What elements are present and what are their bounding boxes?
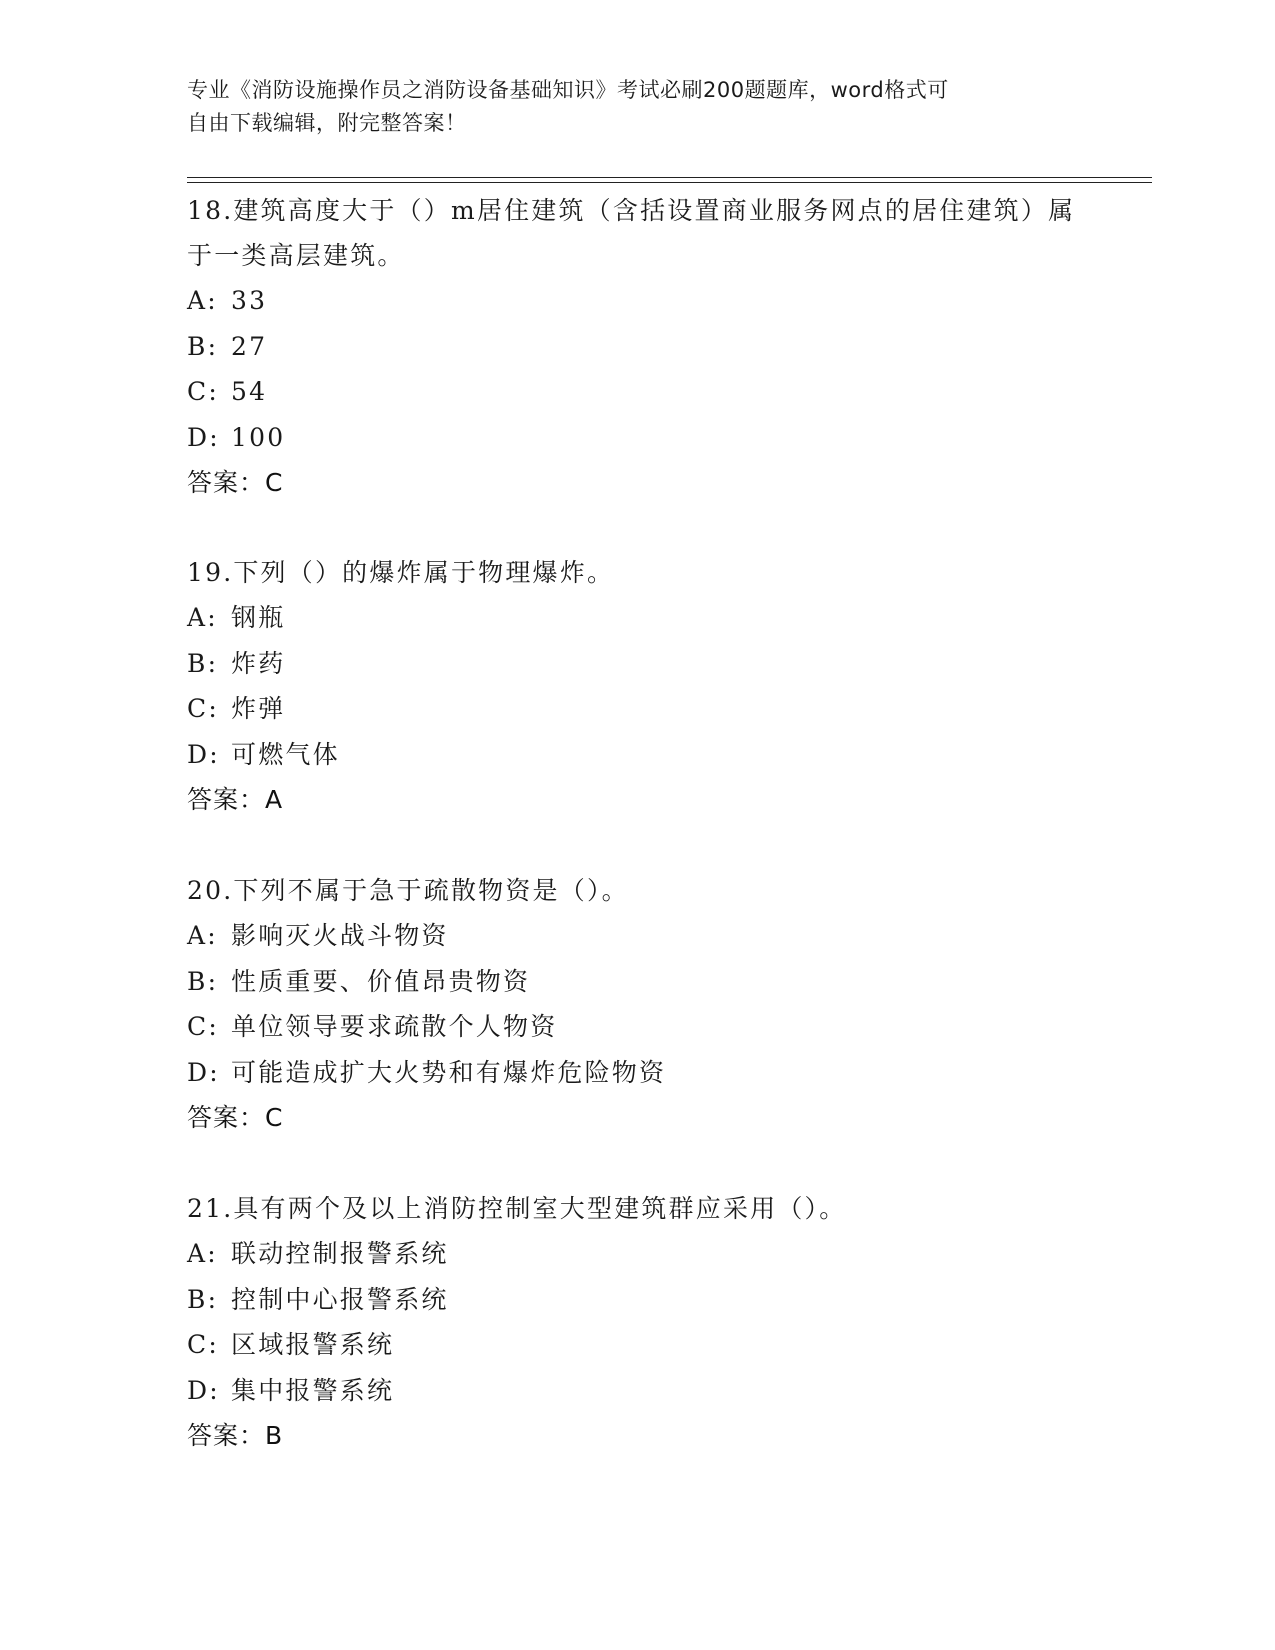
- option-letter: A:: [187, 921, 218, 950]
- option-d: [187, 1050, 1077, 1096]
- option-a: [187, 595, 1077, 641]
- option-text: 钢瓶: [231, 603, 286, 632]
- option-letter: C:: [187, 377, 219, 406]
- question-21: [187, 1186, 1077, 1458]
- option-letter: A:: [187, 603, 218, 632]
- option-c: [187, 1322, 1077, 1368]
- question-text: 21.具有两个及以上消防控制室大型建筑群应采用（）。: [187, 1194, 847, 1223]
- option-text: 33: [231, 286, 268, 315]
- question-text: 20.下列不属于急于疏散物资是（）。: [187, 876, 629, 905]
- document-header: [187, 74, 1067, 140]
- option-letter: C:: [187, 1330, 219, 1359]
- option-d: [187, 732, 1077, 778]
- answer-line: 答案：C: [187, 468, 284, 497]
- option-text: 集中报警系统: [231, 1375, 395, 1405]
- option-letter: C:: [187, 1012, 219, 1041]
- option-letter: B:: [187, 1284, 219, 1314]
- answer-line: 答案：A: [187, 785, 284, 814]
- option-letter: C:: [187, 694, 219, 723]
- option-text: 影响灭火战斗物资: [231, 921, 449, 950]
- option-text: 区域报警系统: [231, 1330, 395, 1359]
- option-b: [187, 641, 1077, 687]
- option-text: 性质重要、价值昂贵物资: [231, 966, 531, 996]
- option-d: [187, 415, 1077, 461]
- option-b: [187, 1277, 1077, 1323]
- option-letter: B:: [187, 331, 219, 361]
- option-a: [187, 278, 1077, 324]
- option-letter: D:: [187, 422, 220, 452]
- option-text: 炸弹: [231, 694, 286, 723]
- option-text: 100: [231, 422, 286, 452]
- option-c: [187, 369, 1077, 415]
- option-text: 单位领导要求疏散个人物资: [231, 1012, 558, 1041]
- header-line-1: 专业《消防设施操作员之消防设备基础知识》考试必刷200题题库，word格式可: [187, 78, 949, 102]
- question-text: 18.建筑高度大于（）m居住建筑（含括设置商业服务网点的居住建筑）属于一类高层建筑。: [187, 196, 1076, 270]
- option-letter: B:: [187, 966, 219, 996]
- header-divider-top: [187, 177, 1152, 178]
- option-d: [187, 1368, 1077, 1414]
- question-text: 19.下列（）的爆炸属于物理爆炸。: [187, 558, 615, 587]
- option-text: 27: [231, 331, 268, 361]
- question-18: [187, 188, 1077, 505]
- option-letter: D:: [187, 739, 220, 769]
- option-text: 炸药: [231, 648, 286, 678]
- option-a: [187, 913, 1077, 959]
- option-letter: B:: [187, 648, 219, 678]
- option-b: [187, 324, 1077, 370]
- option-c: [187, 1004, 1077, 1050]
- option-letter: D:: [187, 1375, 220, 1405]
- question-20: [187, 868, 1077, 1140]
- answer-line: 答案：B: [187, 1421, 284, 1450]
- option-letter: D:: [187, 1057, 220, 1087]
- option-text: 联动控制报警系统: [231, 1239, 449, 1268]
- option-b: [187, 959, 1077, 1005]
- question-19: [187, 550, 1077, 822]
- option-letter: A:: [187, 1239, 218, 1268]
- header-divider-bottom: [187, 182, 1152, 183]
- option-text: 可燃气体: [231, 739, 340, 769]
- option-letter: A:: [187, 286, 218, 315]
- answer-line: 答案：C: [187, 1103, 284, 1132]
- header-line-2: 自由下载编辑，附完整答案！: [187, 111, 467, 135]
- option-text: 控制中心报警系统: [231, 1284, 449, 1314]
- option-a: [187, 1231, 1077, 1277]
- option-text: 54: [231, 377, 268, 406]
- option-text: 可能造成扩大火势和有爆炸危险物资: [231, 1057, 667, 1087]
- option-c: [187, 686, 1077, 732]
